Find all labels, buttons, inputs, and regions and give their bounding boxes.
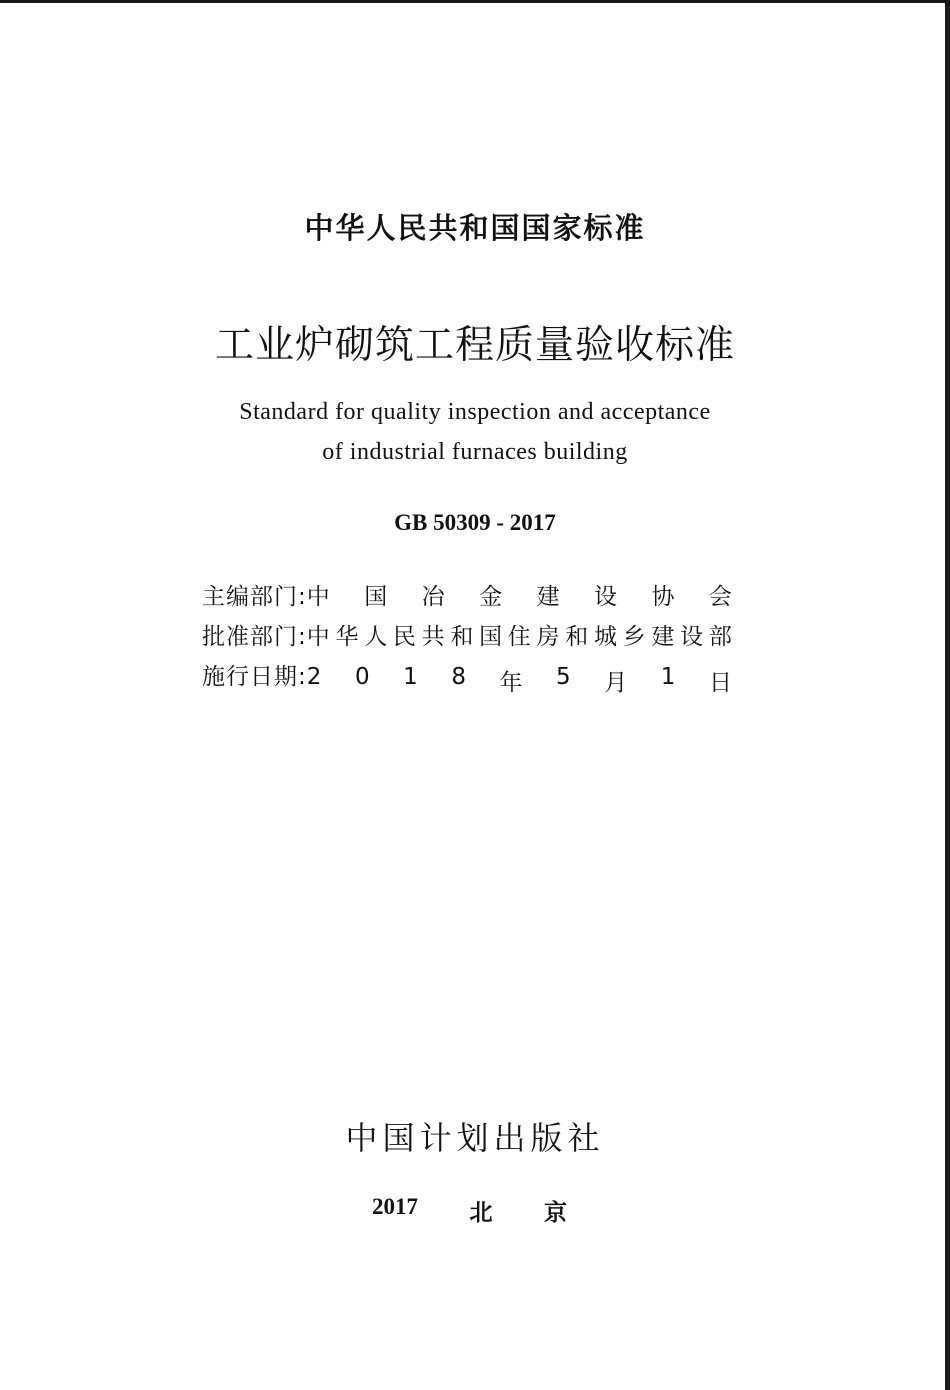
document-title-chinese: 工业炉砌筑工程质量验收标准 bbox=[214, 323, 735, 368]
effective-date-char: 日 bbox=[708, 670, 732, 696]
effective-date-label: 施行日期: bbox=[202, 664, 307, 690]
approver-row bbox=[202, 618, 732, 658]
approver-char: 城 bbox=[593, 624, 617, 650]
approver-char: 房 bbox=[536, 624, 560, 650]
approver-value bbox=[307, 618, 732, 651]
standard-code: GB 50309 - 2017 bbox=[394, 510, 556, 535]
approver-char: 住 bbox=[507, 624, 531, 650]
document-title-english-line-2: of industrial furnaces building bbox=[322, 439, 628, 465]
approver-char: 国 bbox=[479, 624, 503, 650]
imprint-line bbox=[372, 1194, 567, 1227]
approver-char: 建 bbox=[651, 624, 675, 650]
approver-char: 设 bbox=[680, 624, 704, 650]
effective-date-char: 1 bbox=[660, 664, 676, 690]
chief-editor-row bbox=[202, 578, 732, 618]
approver-char: 人 bbox=[364, 624, 388, 650]
chief-editor-value bbox=[307, 578, 732, 611]
approver-char: 部 bbox=[708, 624, 732, 650]
imprint-year: 2017 bbox=[372, 1194, 418, 1219]
chief-editor-char: 建 bbox=[536, 584, 560, 610]
approver-char: 共 bbox=[421, 624, 445, 650]
effective-date-char: 5 bbox=[556, 664, 571, 690]
effective-date-value bbox=[307, 664, 732, 697]
approver-char: 中 bbox=[306, 624, 330, 650]
approver-char: 乡 bbox=[622, 624, 646, 650]
chief-editor-char: 中 bbox=[306, 584, 330, 610]
chief-editor-char: 协 bbox=[651, 584, 675, 610]
scan-border-top bbox=[0, 0, 950, 3]
effective-date-char: 月 bbox=[604, 670, 628, 696]
effective-date-char: 年 bbox=[499, 670, 523, 696]
chief-editor-char: 金 bbox=[479, 584, 503, 610]
approver-char: 民 bbox=[392, 624, 416, 650]
chief-editor-label: 主编部门: bbox=[202, 584, 307, 610]
publication-metadata bbox=[202, 578, 732, 698]
approver-label: 批准部门: bbox=[202, 624, 307, 650]
imprint-city-char: 北 bbox=[469, 1200, 493, 1225]
chief-editor-char: 设 bbox=[594, 584, 618, 610]
publisher-name: 中国计划出版社 bbox=[345, 1119, 605, 1157]
effective-date-char: 8 bbox=[451, 664, 466, 690]
chief-editor-char: 国 bbox=[364, 584, 388, 610]
approver-char: 华 bbox=[335, 624, 359, 650]
effective-date-row bbox=[202, 658, 732, 698]
chief-editor-char: 会 bbox=[708, 584, 732, 610]
chief-editor-char: 冶 bbox=[421, 584, 445, 610]
effective-date-char: 0 bbox=[354, 664, 370, 690]
effective-date-char: 1 bbox=[403, 664, 418, 690]
national-standard-heading: 中华人民共和国国家标准 bbox=[304, 211, 646, 245]
document-title-english-line-1: Standard for quality inspection and acceptance bbox=[239, 399, 711, 425]
effective-date-char: 2 bbox=[306, 664, 322, 690]
imprint-city-char: 京 bbox=[544, 1200, 567, 1225]
approver-char: 和 bbox=[565, 624, 589, 650]
approver-char: 和 bbox=[450, 624, 474, 650]
